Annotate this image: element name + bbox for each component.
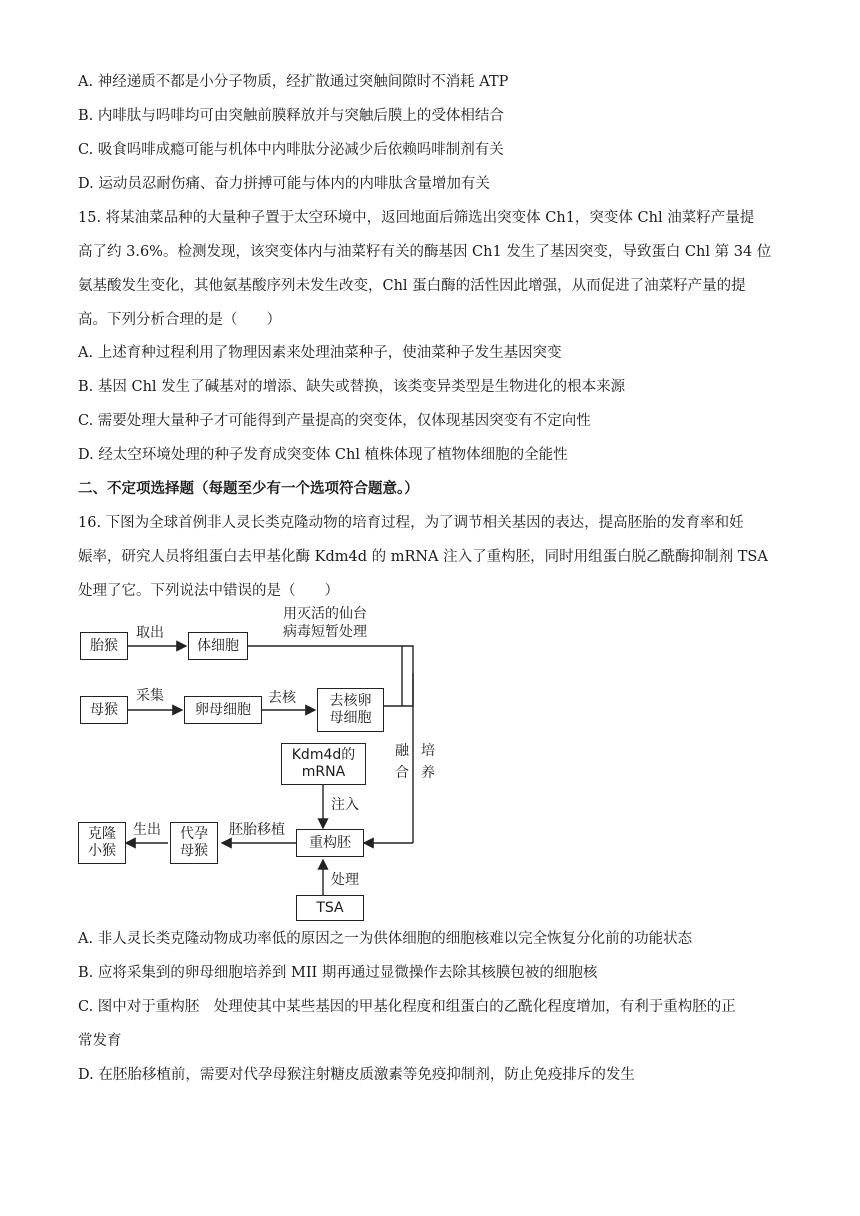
q16-stem-line: 娠率，研究人员将组蛋白去甲基化酶 Kdm4d 的 mRNA 注入了重构胚，同时用组蛋白脱乙酰酶抑制剂 TSA: [78, 549, 768, 565]
fuse-char-2: 合: [395, 765, 409, 781]
culture-char-2: 养: [421, 765, 435, 781]
q16-stem-line: 16. 下图为全球首例非人灵长类克隆动物的培育过程，为了调节相关基因的表达，提高胚胎的发育率和妊: [78, 515, 744, 531]
cloned-monkey-box: [78, 822, 126, 864]
fuse-char-1: 融: [395, 743, 409, 759]
inject-label: 注入: [331, 797, 359, 813]
surrogate-line2: 母猴: [180, 843, 208, 859]
section-heading: 二、不定项选择题（每题至少有一个选项符合题意。）: [78, 481, 419, 497]
clone-line2: 小猴: [88, 843, 116, 859]
q15-option-d: D. 经太空环境处理的种子发育成突变体 Chl 植株体现了植物体细胞的全能性: [78, 447, 568, 463]
q16-stem-line: 处理了它。下列说法中错误的是（ ）: [78, 583, 339, 599]
q14-option-b: B. 内啡肽与吗啡均可由突触前膜释放并与突触后膜上的受体相结合: [78, 108, 504, 124]
enucleate-label: 去核: [268, 690, 296, 706]
q16-option-c-line1: C. 图中对于重构胚 处理使其中某些基因的甲基化程度和组蛋白的乙酰化程度增加，有利于重构胚的正: [78, 999, 736, 1015]
q16-option-b: B. 应将采集到的卵母细胞培养到 MII 期再通过显微操作去除其核膜包被的细胞核: [78, 965, 598, 981]
enucleated-oocyte-box: [317, 688, 384, 732]
q15-option-a: A. 上述育种过程利用了物理因素来处理油菜种子，使油菜种子发生基因突变: [78, 345, 562, 361]
fetal-monkey-box: 胎猴: [80, 632, 128, 660]
q15-option-b: B. 基因 Chl 发生了碱基对的增添、缺失或替换，该类变异类型是生物进化的根本来源: [78, 379, 626, 395]
q14-option-d: D. 运动员忍耐伤痛、奋力拼搏可能与体内的内啡肽含量增加有关: [78, 176, 490, 192]
reconstructed-embryo-box: 重构胚: [296, 829, 364, 857]
q15-stem-line: 高。下列分析合理的是（ ）: [78, 312, 281, 328]
birth-label: 生出: [133, 822, 161, 838]
q16-option-c-line2: 常发育: [78, 1033, 122, 1049]
surrogate-line1: 代孕: [180, 826, 208, 842]
fusion-bracket: [402, 646, 413, 706]
q15-stem-line: 高了约 3.6%。检测发现，该突变体内与油菜籽有关的酶基因 Ch1 发生了基因突变，导致蛋白 Chl 第 34 位: [78, 244, 772, 260]
q16-option-d: D. 在胚胎移植前，需要对代孕母猴注射糖皮质激素等免疫抑制剂，防止免疫排斥的发生: [78, 1067, 635, 1083]
fuse-label: [394, 740, 410, 784]
q15-option-c: C. 需要处理大量种子才可能得到产量提高的突变体，仅体现基因突变有不定向性: [78, 413, 591, 429]
enucleated-oocyte-line1: 去核卵: [329, 693, 372, 709]
culture-char-1: 培: [421, 743, 435, 759]
treat-label: 处理: [331, 872, 359, 888]
clone-line1: 克隆: [88, 826, 116, 842]
collect-label: 采集: [136, 688, 164, 704]
embryo-transfer-label: 胚胎移植: [229, 822, 285, 838]
tsa-box: TSA: [296, 895, 364, 921]
kdm4d-mrna-box: [281, 743, 366, 785]
q15-stem-line: 15. 将某油菜品种的大量种子置于太空环境中，返回地面后筛选出突变体 Ch1，突变体 Chl 油菜籽产量提: [78, 210, 755, 226]
enucleated-oocyte-line2: 母细胞: [329, 710, 372, 726]
q16-option-a: A. 非人灵长类克隆动物成功率低的原因之一为供体细胞的细胞核难以完全恢复分化前的功能状态: [78, 931, 693, 947]
virus-note-line2: 病毒短暂处理: [283, 624, 367, 640]
q14-option-c: C. 吸食吗啡成瘾可能与机体中内啡肽分泌减少后依赖吗啡制剂有关: [78, 142, 504, 158]
somatic-cell-box: 体细胞: [188, 632, 248, 660]
mother-monkey-box: 母猴: [80, 696, 128, 724]
kdm4d-line2: mRNA: [301, 764, 346, 780]
q15-stem-line: 氨基酸发生变化，其他氨基酸序列未发生改变，Chl 蛋白酶的活性因此增强，从而促进了油菜籽产量的提: [78, 278, 746, 294]
culture-label: [420, 740, 436, 784]
surrogate-monkey-box: [170, 822, 218, 864]
take-out-label: 取出: [136, 625, 164, 641]
oocyte-box: 卵母细胞: [184, 696, 262, 724]
kdm4d-line1: Kdm4d的: [291, 747, 356, 763]
q14-option-a: A. 神经递质不都是小分子物质，经扩散通过突触间隙时不消耗 ATP: [78, 74, 509, 90]
virus-note-line1: 用灭活的仙台: [283, 606, 367, 622]
